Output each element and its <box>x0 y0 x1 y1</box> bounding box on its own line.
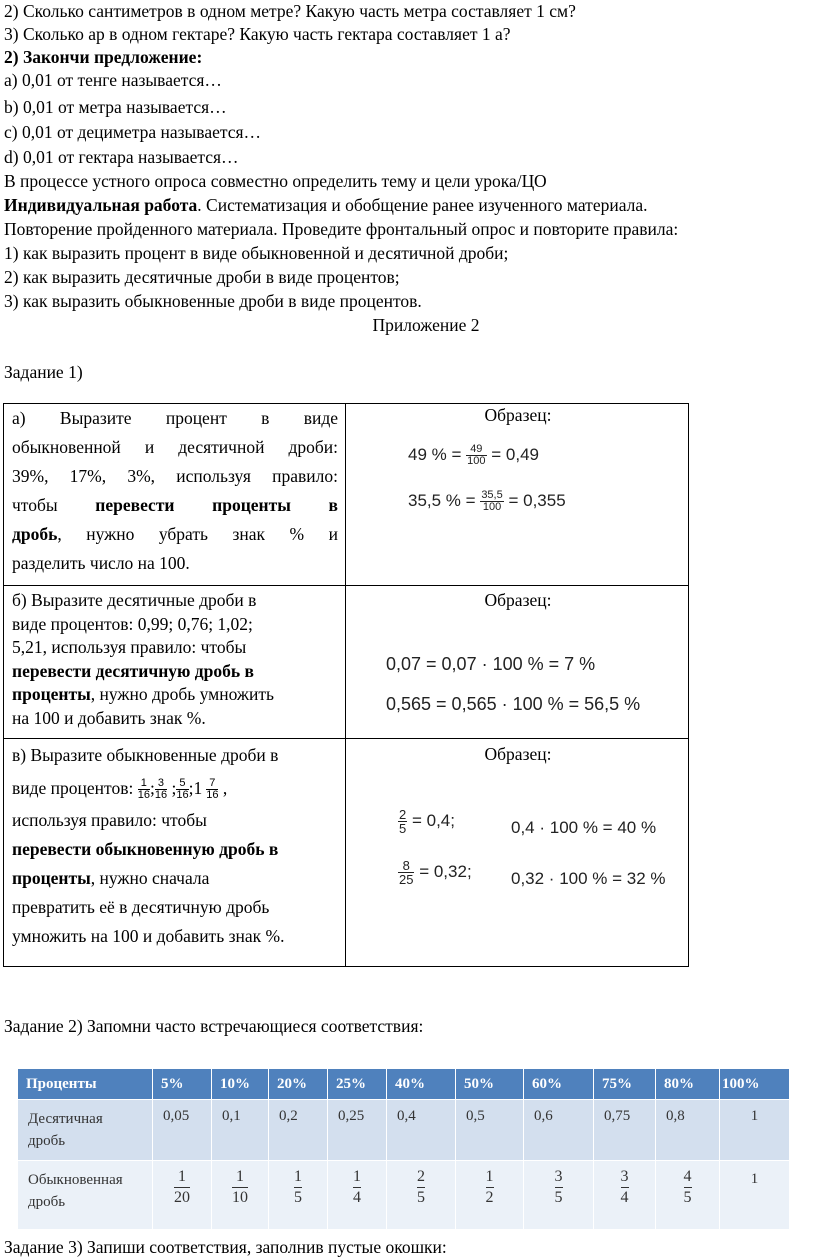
table-cell: 0,8 <box>656 1100 720 1161</box>
task1-table <box>3 403 689 967</box>
header-cell: 10% <box>212 1069 269 1100</box>
appendix-label: Приложение 2 <box>372 315 480 335</box>
formula-c2-percent: 0,32 · 100 % = 32 % <box>511 869 666 888</box>
finish-item: b) 0,01 от метра называется… <box>4 97 227 117</box>
oral-text: В процессе устного опроса совместно определить тему и цели урока/ЦО <box>4 171 547 191</box>
rule-item: 1) как выразить процент в виде обыкновенной и десятичной дроби; <box>4 243 509 263</box>
table-cell: 1 <box>720 1161 790 1230</box>
header-cell: Проценты <box>18 1069 153 1100</box>
table-cell: 0,6 <box>524 1100 594 1161</box>
header-cell: 75% <box>594 1069 656 1100</box>
formula-c1: $\frac{2}{5}$ = 0,4; <box>399 807 455 836</box>
sample-label: Образец: <box>484 405 552 425</box>
header-cell: 100% <box>720 1069 790 1100</box>
table-cell: $\frac{1}{10}$ <box>212 1161 269 1230</box>
table-cell: $\frac{1}{4}$ <box>328 1161 387 1230</box>
task2-title: Задание 2) Запомни часто встречающиеся соответствия: <box>4 1016 424 1036</box>
finish-item: d) 0,01 от гектара называется… <box>4 147 239 167</box>
table-cell: $\frac{1}{20}$ <box>153 1161 212 1230</box>
formula-a1: 49 % = $\frac{49}{100}$ = 0,49 <box>408 443 539 467</box>
table-cell: $\frac{1}{2}$ <box>456 1161 524 1230</box>
repeat-text: Повторение пройденного материала. Проведите фронтальный опрос и повторите правила: <box>4 219 679 239</box>
task1-b-text: б) Выразите десятичные дроби в виде процентов: 0,99; 0,76; 1,02; 5,21, используя правило: чтобы перевести десятичную дробь в проценты, нужно дробь умножить на 100 и добавить знак %. <box>12 590 275 728</box>
finish-item: a) 0,01 от тенге называется… <box>4 70 222 90</box>
task2-table <box>17 1068 790 1230</box>
formula-a2: 35,5 % = $\frac{35,5}{100}$ = 0,355 <box>408 489 566 513</box>
formula-c1-percent: 0,4 · 100 % = 40 % <box>511 818 657 837</box>
header-cell: 50% <box>456 1069 524 1100</box>
table-cell: $\frac{1}{5}$ <box>269 1161 328 1230</box>
question-3: 3) Сколько ар в одном гектаре? Какую часть гектара составляет 1 а? <box>4 24 511 44</box>
formula-b1: 0,07 = 0,07 · 100 % = 7 % <box>386 654 596 674</box>
table-cell: $\frac{4}{5}$ <box>656 1161 720 1230</box>
task1-c-text: в) Выразите обыкновенные дроби в виде процентов: $\frac{1}{16}$ ; $\frac{3}{16}$ ; $\frac{5}{16}$ ;1 $\frac{7}{16}$ , используя правило: чтобы перевести обыкновенную дробь в проценты, нужно сначала превратить её в десятичную дробь умножить на 100 и добавить знак %. <box>12 745 285 946</box>
table-cell: 0,4 <box>387 1100 456 1161</box>
task1-a-text: а) Выразите процент в виде обыкновенной и десятичной дроби: 39%, 17%, 3%, используя правило: чтобы перевести проценты в дробь, нужно убрать знак % и разделить число на 100. <box>12 408 338 573</box>
table-row <box>18 1100 790 1161</box>
task3-title: Задание 3) Запиши соответствия, заполнив пустые окошки: <box>4 1237 447 1257</box>
sample-label: Образец: <box>484 590 552 610</box>
task1-title: Задание 1) <box>4 362 83 382</box>
header-cell: 60% <box>524 1069 594 1100</box>
finish-item: c) 0,01 от дециметра называется… <box>4 122 262 142</box>
table-cell: 1 <box>720 1100 790 1161</box>
table-cell: $\frac{3}{5}$ <box>524 1161 594 1230</box>
header-cell: 20% <box>269 1069 328 1100</box>
sample-label: Образец: <box>484 744 552 764</box>
table-cell: 0,75 <box>594 1100 656 1161</box>
table-cell: 0,5 <box>456 1100 524 1161</box>
rule-item: 3) как выразить обыкновенные дроби в виде процентов. <box>4 291 422 311</box>
formula-c2: $\frac{8}{25}$ = 0,32; <box>399 858 472 887</box>
individual-work: Индивидуальная работа. Систематизация и обобщение ранее изученного материала. <box>4 195 648 215</box>
question-2: 2) Сколько сантиметров в одном метре? Какую часть метра составляет 1 см? <box>4 1 576 21</box>
row-label: Обыкновенная дробь <box>18 1161 153 1230</box>
table-cell: $\frac{2}{5}$ <box>387 1161 456 1230</box>
row-label: Десятичная дробь <box>18 1100 153 1161</box>
table-row <box>18 1161 790 1230</box>
formula-b2: 0,565 = 0,565 · 100 % = 56,5 % <box>386 694 641 714</box>
table-cell: 0,25 <box>328 1100 387 1161</box>
header-cell: 80% <box>656 1069 720 1100</box>
table-cell: 0,05 <box>153 1100 212 1161</box>
table-row <box>18 1069 790 1100</box>
table-cell: $\frac{3}{4}$ <box>594 1161 656 1230</box>
header-cell: 5% <box>153 1069 212 1100</box>
finish-heading: 2) Закончи предложение: <box>4 47 203 67</box>
table-cell: 0,1 <box>212 1100 269 1161</box>
header-cell: 40% <box>387 1069 456 1100</box>
rule-item: 2) как выразить десятичные дроби в виде процентов; <box>4 267 400 287</box>
header-cell: 25% <box>328 1069 387 1100</box>
table-cell: 0,2 <box>269 1100 328 1161</box>
